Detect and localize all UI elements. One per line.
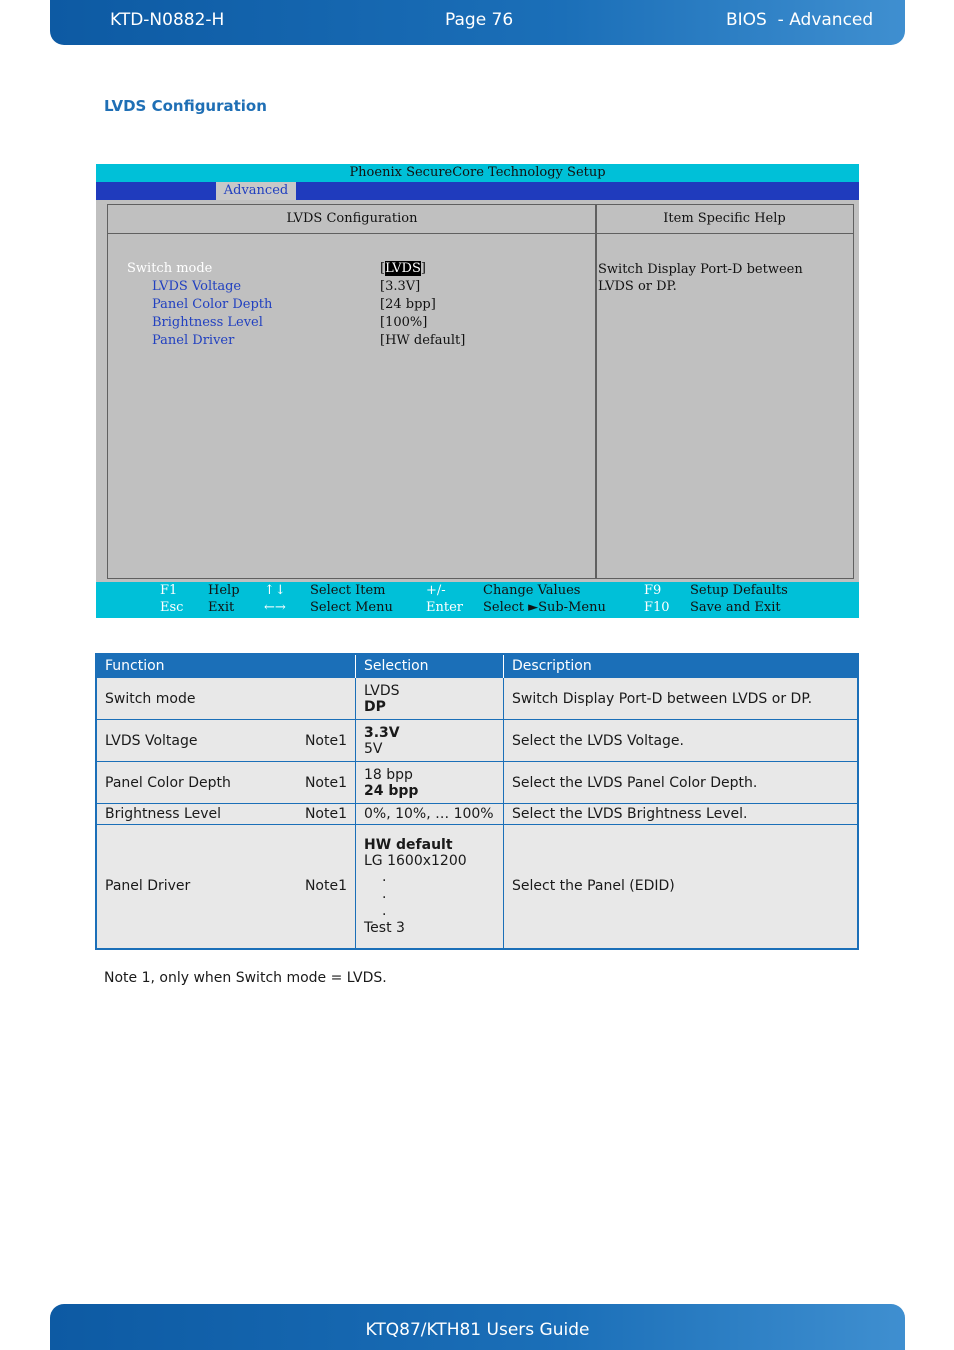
key-f1: F1 bbox=[160, 583, 178, 598]
selection-option: LVDS bbox=[364, 682, 400, 699]
description-cell: Select the LVDS Voltage. bbox=[504, 720, 859, 762]
selection-option: LG 1600x1200 bbox=[364, 852, 467, 869]
column-header: Selection bbox=[356, 654, 504, 678]
selection-ellipsis: . bbox=[382, 885, 387, 902]
bios-item-lvds-voltage[interactable]: LVDS Voltage bbox=[152, 279, 242, 294]
function-note: Note1 bbox=[304, 806, 347, 822]
function-cell bbox=[96, 825, 356, 949]
selection-cell bbox=[356, 825, 504, 949]
page-footer bbox=[50, 1304, 905, 1350]
guide-title: KTQ87/KTH81 Users Guide bbox=[365, 1320, 590, 1340]
panel-heading: LVDS Configuration bbox=[108, 205, 596, 234]
footnote: Note 1, only when Switch mode = LVDS. bbox=[104, 970, 387, 986]
key-leftright-desc: Select Menu bbox=[310, 600, 393, 615]
function-note: Note1 bbox=[304, 732, 347, 749]
function-cell bbox=[96, 804, 356, 825]
key-f10: F10 bbox=[644, 600, 670, 615]
function-name: Panel Driver bbox=[105, 878, 191, 895]
bios-item-brightness-level[interactable]: Brightness Level bbox=[152, 315, 263, 330]
bios-value-switch-mode[interactable]: [LVDS] bbox=[380, 261, 426, 276]
panel-heading: Item Specific Help bbox=[596, 205, 853, 234]
description-cell: Select the LVDS Panel Color Depth. bbox=[504, 762, 859, 804]
section-name: BIOS - Advanced bbox=[726, 10, 874, 30]
bios-settings-panel bbox=[107, 204, 597, 579]
key-f9-desc: Setup Defaults bbox=[690, 583, 788, 598]
key-f10-desc: Save and Exit bbox=[690, 600, 781, 615]
selected-value: LVDS bbox=[385, 261, 421, 276]
table-row bbox=[96, 720, 858, 762]
table-row bbox=[96, 678, 858, 720]
table-header-row bbox=[96, 654, 858, 678]
description-cell: Select the LVDS Brightness Level. bbox=[504, 804, 859, 825]
key-plusminus: +/- bbox=[426, 583, 446, 598]
help-text: Switch Display Port-D between LVDS or DP. bbox=[598, 262, 803, 294]
selection-ellipsis: . bbox=[382, 902, 387, 919]
function-cell bbox=[96, 762, 356, 804]
bios-item-panel-color-depth[interactable]: Panel Color Depth bbox=[152, 297, 273, 312]
doc-id: KTD-N0882-H bbox=[110, 10, 225, 30]
function-name: Panel Color Depth bbox=[105, 774, 231, 791]
section-title: LVDS Configuration bbox=[104, 97, 267, 115]
key-f9: F9 bbox=[644, 583, 662, 598]
key-esc: Esc bbox=[160, 600, 184, 615]
function-name: LVDS Voltage bbox=[105, 732, 198, 749]
key-updown: ↑↓ bbox=[264, 583, 286, 598]
bios-key-legend bbox=[96, 582, 859, 618]
key-enter: Enter bbox=[426, 600, 463, 615]
selection-option: Test 3 bbox=[364, 919, 405, 936]
key-esc-desc: Exit bbox=[208, 600, 235, 615]
tab-advanced[interactable]: Advanced bbox=[216, 182, 296, 200]
bios-value-panel-driver[interactable]: [HW default] bbox=[380, 333, 466, 348]
selection-cell bbox=[356, 720, 504, 762]
description-cell: Select the Panel (EDID) bbox=[504, 825, 859, 949]
selection-option: 5V bbox=[364, 740, 383, 757]
key-f1-desc: Help bbox=[208, 583, 240, 598]
function-note: Note1 bbox=[304, 878, 347, 895]
key-enter-desc: Select ►Sub-Menu bbox=[483, 600, 606, 615]
page-header bbox=[50, 0, 905, 45]
bios-value-lvds-voltage[interactable]: [3.3V] bbox=[380, 279, 421, 294]
description-cell: Switch Display Port-D between LVDS or DP. bbox=[504, 678, 859, 720]
selection-cell: 0%, 10%, … 100% bbox=[356, 804, 504, 825]
selection-option-default: DP bbox=[364, 698, 386, 715]
column-header: Function bbox=[96, 654, 356, 678]
settings-table bbox=[95, 653, 859, 950]
function-name: Switch mode bbox=[105, 690, 196, 707]
function-name: Brightness Level bbox=[105, 806, 221, 822]
selection-option: 18 bpp bbox=[364, 766, 413, 783]
table-row bbox=[96, 804, 858, 825]
bios-screenshot bbox=[96, 164, 859, 618]
bios-item-panel-driver[interactable]: Panel Driver bbox=[152, 333, 235, 348]
bios-help-panel bbox=[595, 204, 854, 579]
bios-title: Phoenix SecureCore Technology Setup bbox=[96, 164, 859, 182]
selection-cell bbox=[356, 762, 504, 804]
selection-option-default: 3.3V bbox=[364, 724, 400, 741]
selection-cell bbox=[356, 678, 504, 720]
function-cell bbox=[96, 678, 356, 720]
key-leftright: ←→ bbox=[264, 600, 286, 615]
bios-value-panel-color-depth[interactable]: [24 bpp] bbox=[380, 297, 436, 312]
key-updown-desc: Select Item bbox=[310, 583, 386, 598]
table-row bbox=[96, 762, 858, 804]
table-row bbox=[96, 825, 858, 949]
selection-option-default: HW default bbox=[364, 836, 453, 853]
bios-value-brightness-level[interactable]: [100%] bbox=[380, 315, 428, 330]
bios-item-switch-mode[interactable]: Switch mode bbox=[127, 261, 213, 276]
bios-menubar bbox=[96, 182, 859, 200]
function-note: Note1 bbox=[304, 774, 347, 791]
page-number: Page 76 bbox=[445, 10, 514, 30]
selection-ellipsis: . bbox=[382, 868, 387, 885]
key-plusminus-desc: Change Values bbox=[483, 583, 581, 598]
function-cell bbox=[96, 720, 356, 762]
selection-option-default: 24 bpp bbox=[364, 782, 419, 799]
column-header: Description bbox=[504, 654, 859, 678]
